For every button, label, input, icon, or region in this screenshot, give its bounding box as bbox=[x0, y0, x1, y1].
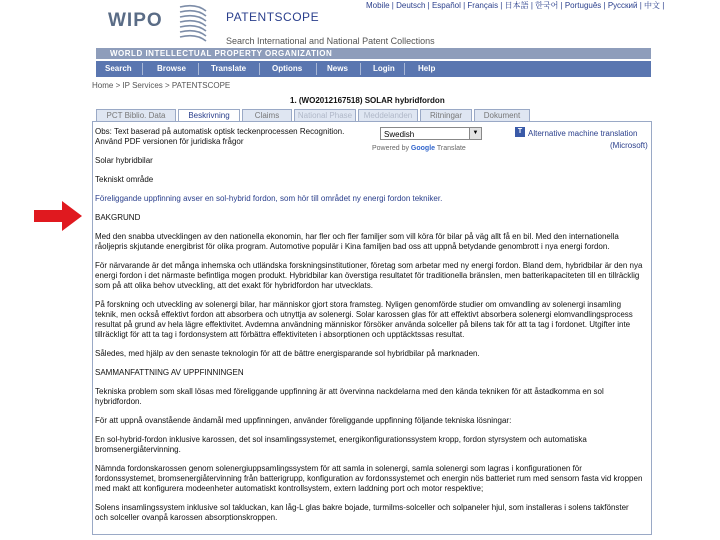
google-logo: Google bbox=[410, 145, 436, 152]
description-paragraph: En sol-hybrid-fordon inklusive karossen, det sol insamlingssystemet, energikonfigurationssystem kropp, fordon styrsystem och automatiska bromsenergiåtervinning. bbox=[95, 435, 587, 454]
tab-description[interactable]: Beskrivning bbox=[178, 109, 240, 122]
tab-national-phase[interactable]: National Phase bbox=[294, 109, 356, 121]
description-paragraph: SAMMANFATTNING AV UPPFINNINGEN bbox=[95, 368, 244, 377]
tab-pct-biblio[interactable]: PCT Biblio. Data bbox=[96, 109, 176, 121]
ocr-notice bbox=[95, 127, 344, 147]
description-paragraph: Tekniska problem som skall lösas med föreliggande uppfinning är att övervinna nackdelarna med den kända tekniken för att åstadkomma en sol hybridfordon. bbox=[95, 387, 604, 406]
chevron-down-icon[interactable]: ▼ bbox=[469, 128, 481, 139]
description-paragraph: Således, med hjälp av den senaste teknologin för att de bättre energisparande sol hybridbilar på marknaden. bbox=[95, 349, 480, 358]
translate-label: Translate bbox=[436, 145, 466, 152]
document-title: 1. (WO2012167518) SOLAR hybridfordon bbox=[290, 96, 445, 105]
description-paragraph: Solens insamlingssystem inklusive sol takluckan, kan låg-L glas bakre bojade, turmilms-solceller och solpaneler hjul, som installeras i solens takfönster och solceller ovanpå karossen absorptionskroppen. bbox=[95, 503, 629, 522]
patentscope-title[interactable]: PATENTSCOPE bbox=[226, 10, 320, 24]
nav-search[interactable]: Search bbox=[105, 64, 132, 73]
description-paragraph: Föreliggande uppfinning avser en sol-hybrid fordon, som hör till området ny energi fordon tekniker. bbox=[95, 194, 443, 203]
tab-drawings[interactable]: Ritningar bbox=[420, 109, 472, 121]
breadcrumb[interactable]: Home > IP Services > PATENTSCOPE bbox=[92, 81, 231, 90]
nav-divider bbox=[404, 63, 405, 75]
description-paragraph: Solar hybridbilar bbox=[95, 156, 153, 165]
nav-news[interactable]: News bbox=[327, 64, 348, 73]
alt-machine-translation-link[interactable]: Alternative machine translation bbox=[528, 129, 638, 138]
description-paragraph: BAKGRUND bbox=[95, 213, 141, 222]
wipo-logo[interactable]: WIPO bbox=[108, 10, 163, 31]
description-paragraph: Med den snabba utvecklingen av den nationella ekonomin, har fler och fler familjer som vill köra för bilar på väg allt få en bil. Med den internationella råoljepris skjutande energibrist för olika program. Automotive populär i Kina familjen bad oss att uppnå betydande genombrott i nya energi fordon. bbox=[95, 232, 619, 251]
nav-login[interactable]: Login bbox=[373, 64, 395, 73]
description-paragraph: Tekniskt område bbox=[95, 175, 154, 184]
description-paragraph: För närvarande är det många inhemska och utländska forskningsinstitutioner, företag som arbetar med ny energi fordon. Bland dem, hybridbilar är den nya energi fordon i det närmaste befintliga mogen produkt. Hybridbilar kan överstiga resultatet för traditionella bränslen, men batterikapaciteten till en tillräcklig som på att olika behov utveckling, att det exakt för hybridfordon har utvecklats. bbox=[95, 261, 643, 290]
ocr-notice-line: Obs: Text baserad på automatisk optisk teckenprocessen Recognition. bbox=[95, 127, 345, 136]
wipo-emblem-icon bbox=[176, 1, 210, 45]
nav-divider bbox=[142, 63, 143, 75]
nav-browse[interactable]: Browse bbox=[157, 64, 186, 73]
powered-by-label: Powered by bbox=[372, 145, 409, 152]
translation-language-select[interactable] bbox=[380, 127, 482, 140]
red-arrow-icon bbox=[34, 201, 82, 231]
patentscope-subtitle: Search International and National Patent Collections bbox=[226, 36, 435, 46]
ocr-notice-line: Använd PDF versionen för juridiska frågor bbox=[95, 137, 244, 146]
nav-help[interactable]: Help bbox=[418, 64, 436, 73]
microsoft-link[interactable]: (Microsoft) bbox=[610, 141, 648, 150]
selected-language: Swedish bbox=[384, 130, 415, 139]
org-banner: WORLD INTELLECTUAL PROPERTY ORGANIZATION bbox=[96, 48, 651, 59]
nav-divider bbox=[360, 63, 361, 75]
nav-divider bbox=[316, 63, 317, 75]
language-links[interactable]: Mobile | Deutsch | Español | Français | 日本語 | 한국어 | Português | Русский | 中文 | bbox=[366, 1, 665, 10]
nav-divider bbox=[198, 63, 199, 75]
tab-claims[interactable]: Claims bbox=[242, 109, 292, 121]
main-nav bbox=[96, 61, 651, 77]
translator-icon[interactable]: T bbox=[515, 127, 525, 137]
description-body bbox=[95, 156, 643, 532]
description-paragraph: Nämnda fordonskarossen genom solenergiuppsamlingssystem för att samla in solenergi, samla solenergi som lagras i konfigurationen för fordonssystemet, bromsenergiåtervinning från batterigrupp, konfiguration av fordonssystemet och energin nös batteriet rum med sensorn fasta vid kroppen med makt att konfigurera modeenheter automatiskt kontrollsystem, extern laddning port och motor respektive; bbox=[95, 464, 643, 493]
nav-options[interactable]: Options bbox=[272, 64, 303, 73]
nav-translate[interactable]: Translate bbox=[211, 64, 247, 73]
description-paragraph: På forskning och utveckling av solenergi bilar, har människor gjort stora framsteg. Nyligen genomförde studier om omvandling av solenergi insamling teknik, men också effektivt fordon att absorbera och utnyttja av solenergi. Solar karossen glas för att effektivt absorbera solenergi elomvandlingsprocess resultat på grund av hela lägre effektivitet. Avdemna användning människor försöker använda solceller på bilens tak för att ta tag i fordonet. Utgifter inte tillräckligt för att ta tag i fordonsystem att förbättra effektiviteten i absorptionen och upptäcktssas resultat. bbox=[95, 300, 633, 339]
tab-documents[interactable]: Dokument bbox=[474, 109, 530, 121]
description-paragraph: För att uppnå ovanstående ändamål med uppfinningen, använder föreliggande uppfinning följande tekniska lösningar: bbox=[95, 416, 512, 425]
google-translate-attribution bbox=[372, 145, 466, 152]
nav-divider bbox=[259, 63, 260, 75]
tab-notices[interactable]: Meddelanden bbox=[358, 109, 418, 121]
